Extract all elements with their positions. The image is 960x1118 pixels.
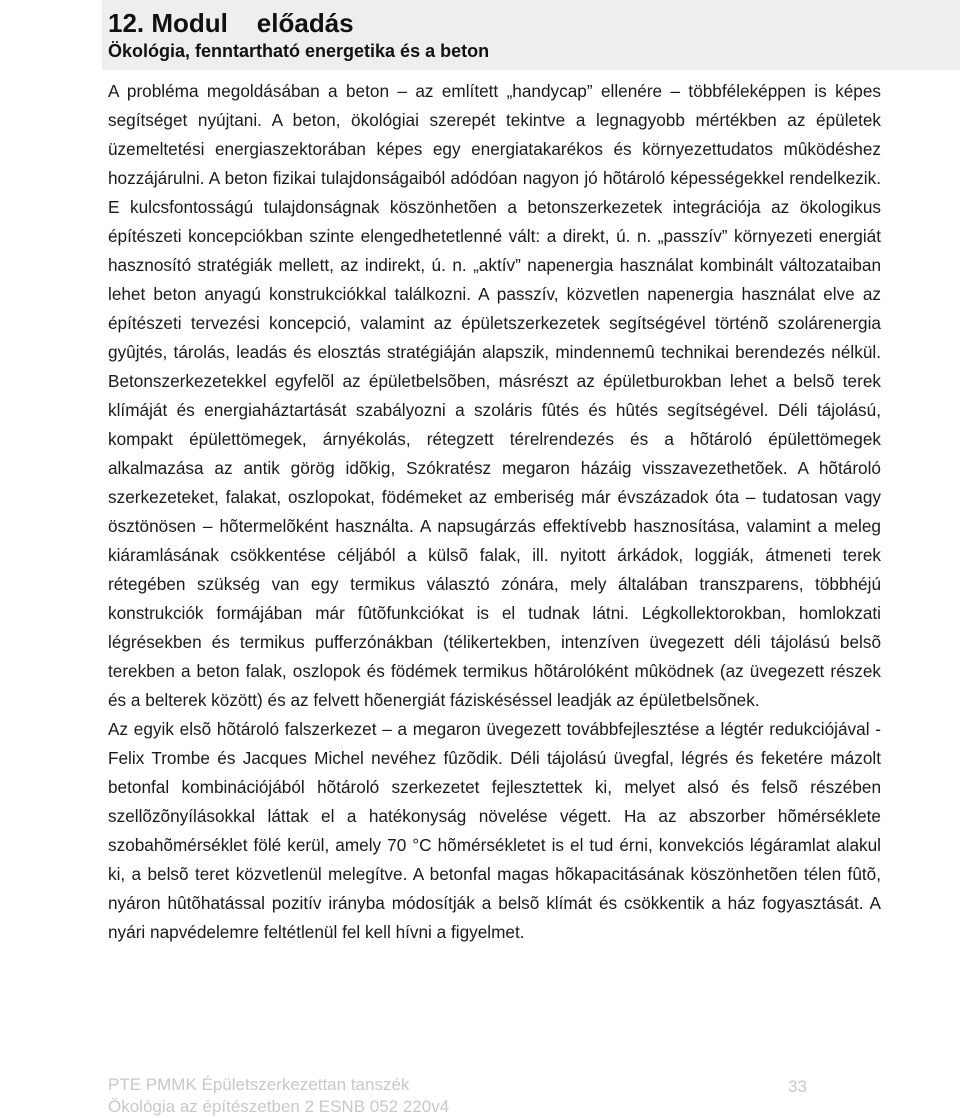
page-number: 33 [788,1077,807,1096]
paragraph-2: Az egyik elsõ hõtároló falszerkezet – a megaron üvegezett továbbfejlesztése a légtér redukciójával - Felix Trombe és Jacques Michel nevéhez fûzõdik. Déli tájolású üvegfal, légrés és feketére mázolt betonfal kombinációjából hõtároló szerkezetet fejlesztettek ki, melyet alsó és felsõ részében szellõzõnyílásokkal láttak el a hatékonyság növelése végett. Ha az abszorber hõmérséklete szobahõmérséklet fölé kerül, amely 70 °C hõmérsékletet is el tud érni, konvekciós légáramlat alakul ki, a belsõ teret közvetlenül melegítve. A betonfal magas hõkapacitásának köszönhetõen télen fûtõ, nyáron hûtõhatással pozitív irányba módosítják a belsõ klímát és csökkentik a ház fogyasztását. A nyári napvédelemre feltétlenül fel kell hívni a figyelmet. [108,719,881,942]
footer-course: Ökológia az építészetben 2 ESNB 052 220v4 [108,1097,450,1116]
page-subtitle: Ökológia, fenntartható energetika és a beton [108,41,490,61]
footer-department: PTE PMMK Épületszerkezettan tanszék [108,1075,410,1094]
paragraph-1: A probléma megoldásában a beton – az említett „handycap” ellenére – többféleképpen is képes segítséget nyújtani. A beton, ökológiai szerepét tekintve a legnagyobb mértékben az épületek üzemeltetési energiaszektorában képes egy energiatakarékos és környezettudatos mûködéshez hozzájárulni. A beton fizikai tulajdonságaiból adódóan nagyon jó hõtároló képességekkel rendelkezik. E kulcsfontosságú tulajdonságnak köszönhetõen a betonszerkezetek integrációja az ökologikus építészeti koncepciókban szinte elengedhetetlenné vált: a direkt, ú. n. „passzív” környezeti energiát hasznosító stratégiák mellett, az indirekt, ú. n. „aktív” napenergia használat kombinált változataiban lehet beton anyagú konstrukciókkal találkozni. A passzív, közvetlen napenergia használat elve az építészeti tervezési koncepció, valamint az épületszerkezetek segítségével történõ szolárenergia gyûjtés, tárolás, leadás és elosztás stratégiáján alapszik, mindennemû technikai berendezés nélkül. Betonszerkezetekkel egyfelõl az épületbelsõben, másrészt az épületburokban lehet a belsõ terek klímáját és energiaháztartását szabályozni a szoláris fûtés és hûtés segítségével. Déli tájolású, kompakt épülettömegek, árnyékolás, rétegzett térelrendezés és a hõtároló épülettömegek alkalmazása az antik görög idõkig, Szókratész megaron házáig visszavezethetõek. A hõtároló szerkezeteket, falakat, oszlopokat, födémeket az emberiség már évszázadok óta – tudatosan vagy ösztönösen – hõtermelõként használta. A napsugárzás effektívebb hasznosítása, valamint a meleg kiáramlásának csökkentése céljából a külsõ falak, ill. nyitott árkádok, loggiák, átmeneti terek rétegében szükség van egy termikus választó zónára, mely általában transzparens, többhéjú konstrukciók formájában már fûtõfunkciókat is el tudnak látni. Légkollektorokban, homlokzati légrésekben és termikus pufferzónákban (télikertekben, intenzíven üvegezett déli tájolású belsõ terekben a beton falak, oszlopok és födémek termikus hõtárolóként mûködnek (az üvegezett részek és a belterek között) és az felvett hõenergiát fáziskéséssel leadják az épületbelsõnek. [108,81,881,710]
page-title: 12. Modul előadás [108,8,354,38]
body-text [108,77,881,947]
footer [108,1074,808,1118]
